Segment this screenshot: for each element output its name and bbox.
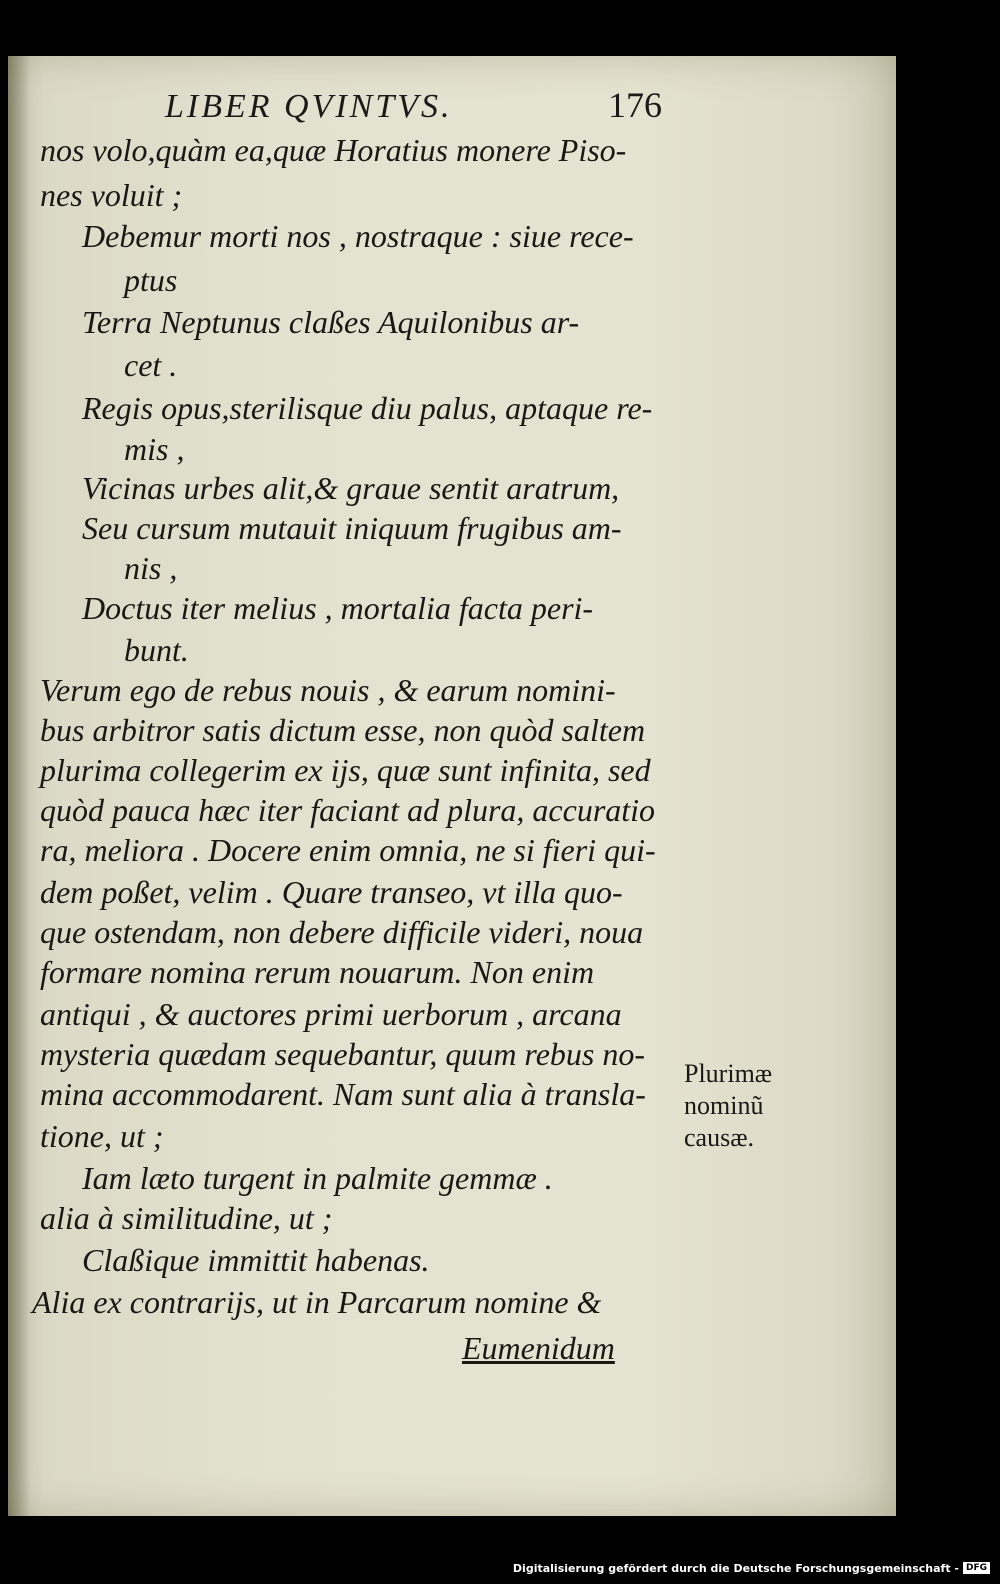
text-line: Regis opus,sterilisque diu palus, aptaque re- — [82, 390, 653, 426]
text-line: mysteria quædam sequebantur, quum rebus no- — [40, 1036, 645, 1072]
text-line: tione, ut ; — [40, 1118, 164, 1154]
text-line: bus arbitror satis dictum esse, non quòd saltem — [40, 712, 646, 748]
margin-note — [684, 1058, 772, 1154]
text-line: Vicinas urbes alit,& graue sentit aratrum, — [82, 470, 620, 506]
margin-note-line: causæ. — [684, 1123, 755, 1152]
margin-note-line: nominũ — [684, 1091, 764, 1120]
text-line: cet . — [124, 347, 178, 383]
footer-text: Digitalisierung gefördert durch die Deutsche Forschungsgemeinschaft - — [512, 1561, 959, 1575]
catchword: Eumenidum — [462, 1330, 615, 1366]
text-line: que ostendam, non debere difficile videri, noua — [40, 914, 644, 950]
text-line: dem poßet, velim . Quare transeo, vt illa quo- — [40, 874, 623, 910]
text-line: ra, meliora . Docere enim omnia, ne si fieri qui- — [40, 832, 656, 868]
text-line: bunt. — [124, 632, 189, 668]
text-line: Doctus iter melius , mortalia facta peri- — [82, 590, 594, 626]
margin-note-line: Plurimæ — [684, 1059, 773, 1088]
text-line: Claßique immittit habenas. — [82, 1242, 430, 1278]
text-line: mis , — [124, 431, 185, 467]
dfg-logo: DFG — [963, 1562, 990, 1574]
text-line: alia à similitudine, ut ; — [40, 1200, 333, 1236]
text-line: formare nomina rerum nouarum. Non enim — [40, 954, 595, 990]
text-line: plurima collegerim ex ijs, quæ sunt infinita, sed — [40, 752, 651, 788]
text-line: Iam læto turgent in palmite gemmæ . — [82, 1160, 553, 1196]
text-line: Verum ego de rebus nouis , & earum nomini- — [40, 672, 616, 708]
text-line: Debemur morti nos , nostraque : siue rece- — [82, 218, 634, 254]
text-line: nes voluit ; — [40, 177, 183, 213]
text-line: Terra Neptunus claßes Aquilonibus ar- — [82, 304, 580, 340]
text-line: nis , — [124, 550, 178, 586]
text-line: quòd pauca hæc iter faciant ad plura, accuratio — [40, 792, 656, 828]
text-line: nos volo,quàm ea,quæ Horatius monere Piso- — [40, 132, 627, 168]
text-line: Alia ex contrarijs, ut in Parcarum nomine & — [32, 1284, 602, 1320]
running-head: LIBER QVINTVS. — [165, 88, 453, 125]
page-number: 176 — [608, 85, 662, 125]
gutter-shadow — [8, 56, 30, 1516]
text-line: Seu cursum mutauit iniquum frugibus am- — [82, 510, 622, 546]
text-line: mina accommodarent. Nam sunt alia à transla- — [40, 1076, 646, 1112]
digitization-footer — [513, 1558, 990, 1578]
text-line: antiqui , & auctores primi uerborum , arcana — [40, 996, 622, 1032]
text-line: ptus — [124, 262, 178, 298]
